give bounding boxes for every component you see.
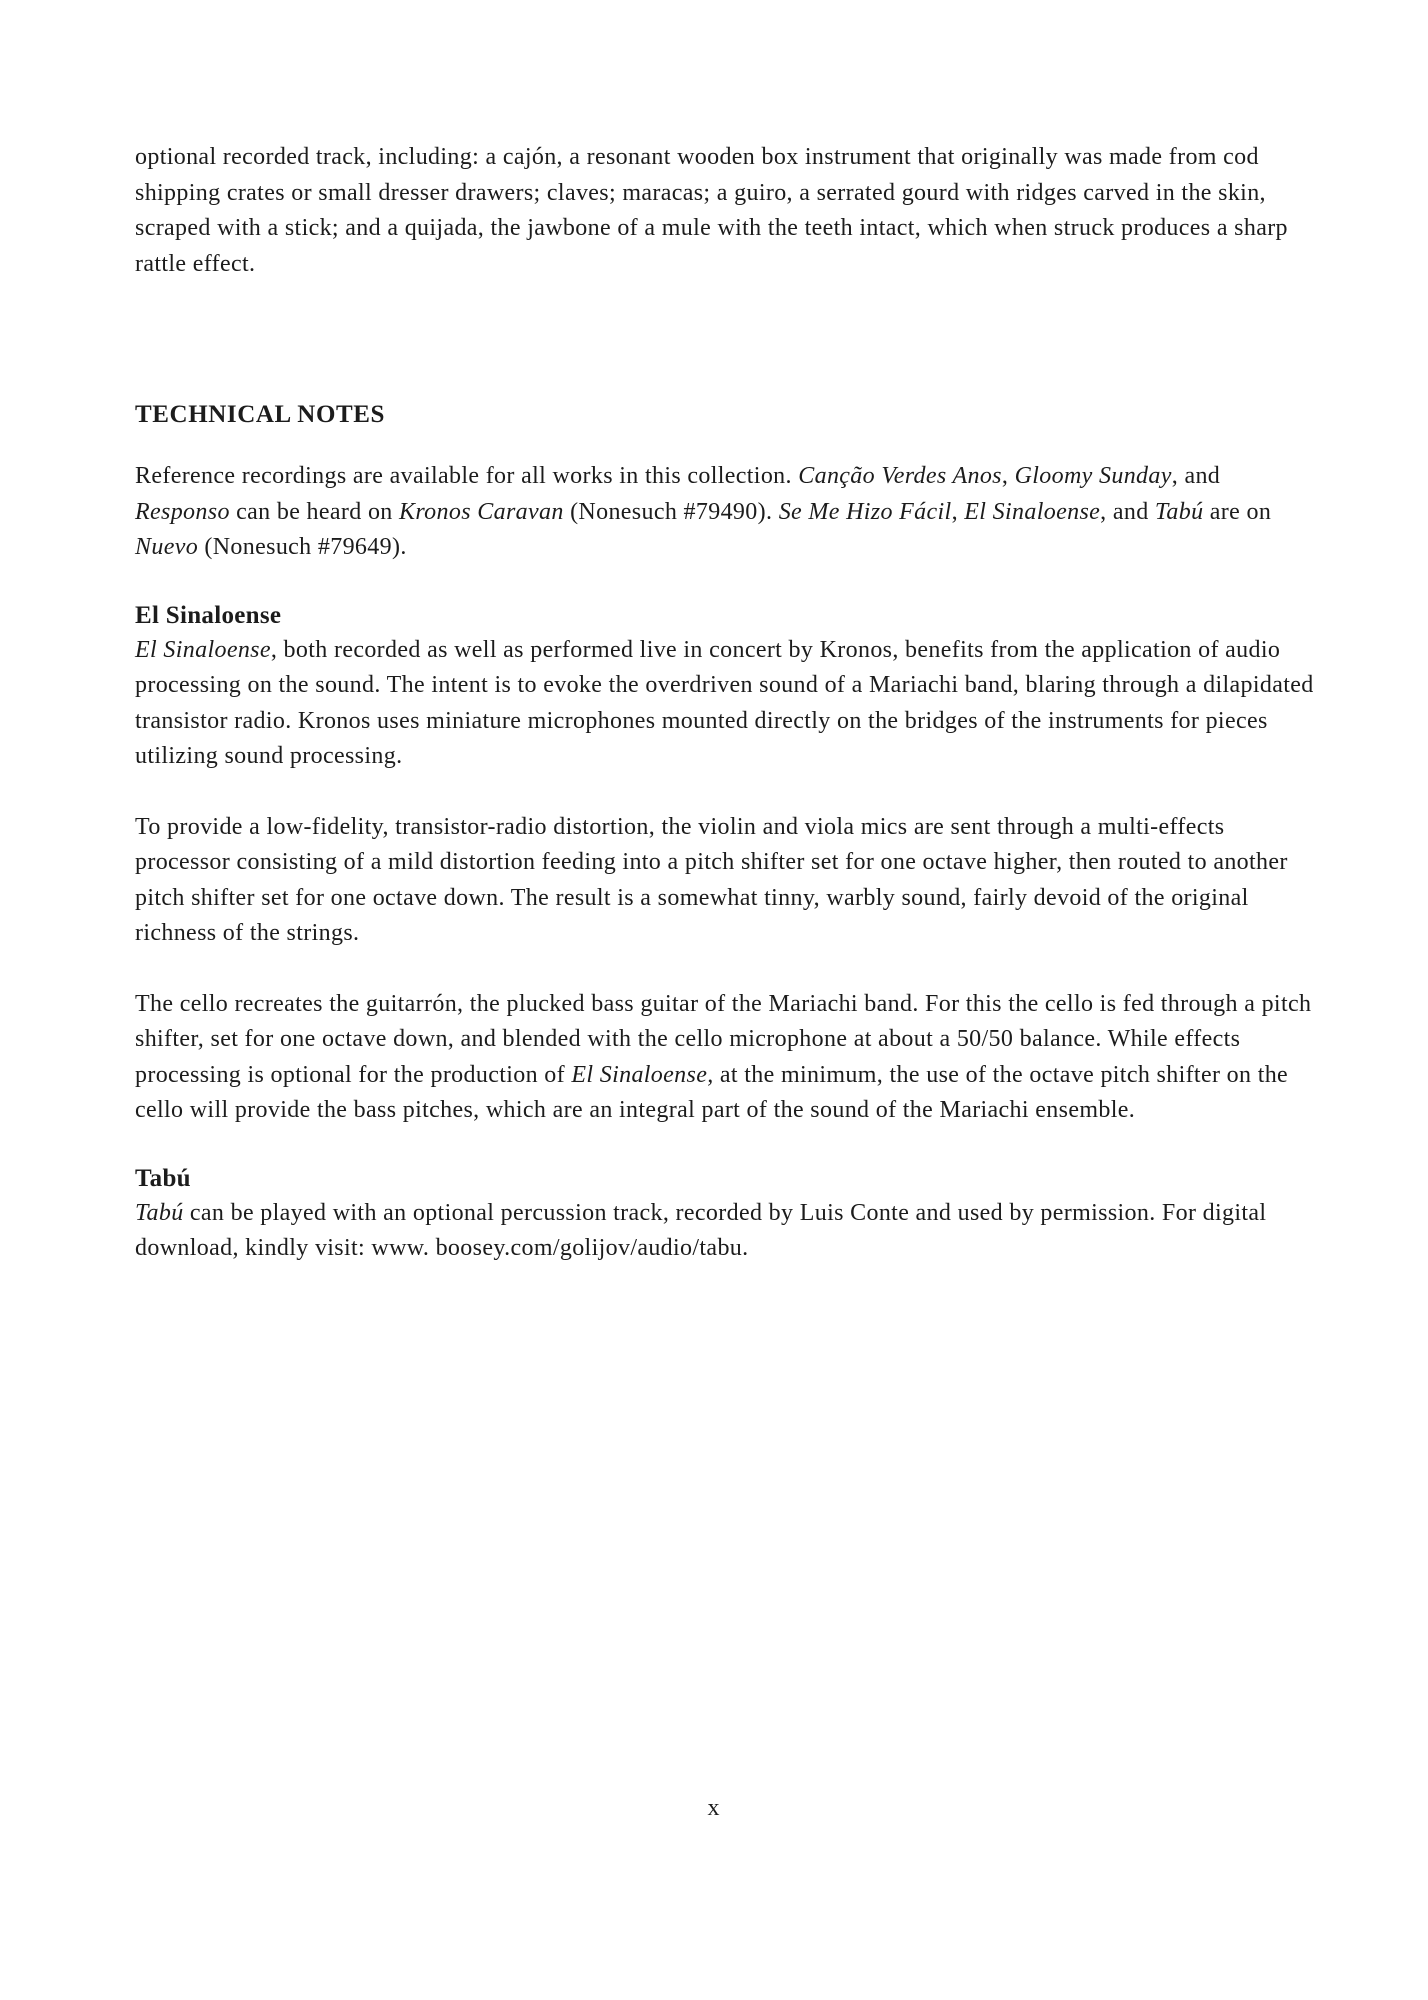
page-number: x	[707, 1795, 721, 1821]
text-run: Reference recordings are available for all works in this collection.	[135, 463, 799, 489]
work-title: Se Me Hizo Fácil	[778, 498, 952, 525]
el-sinaloense-paragraph-2: To provide a low-fidelity, transistor-radio distortion, the violin and viola mics are sent through a multi-effects processor consisting of a mild distortion feeding into a pitch shifter set for one octave higher, then routed to another pitch shifter set for one octave down. The result is a somewhat tinny, warbly sound, fairly devoid of the original richness of the strings.	[135, 813, 1288, 946]
text-run: (Nonesuch #79649).	[198, 534, 407, 560]
work-title: Canção Verdes Anos	[798, 463, 1002, 489]
el-sinaloense-paragraph-3	[135, 987, 1315, 1129]
text-run: can be heard on	[229, 498, 400, 525]
work-title: El Sinaloense	[135, 636, 271, 663]
text-run: at the minimum, the use of the octave pitch shifter on the cello will provide the bass pitches, which are an integral part of the sound of the Mariachi ensemble.	[135, 1061, 1289, 1123]
work-title: Tabú	[135, 1199, 184, 1226]
text-run: (Nonesuch #79490).	[563, 498, 779, 525]
work-title: El Sinaloense,	[571, 1061, 714, 1088]
tabu-heading: Tabú	[135, 1164, 191, 1192]
text-run: can be played with an optional percussion track, recorded by Luis Conte and used by permission. For digital download, kindly visit: www. boosey.com/golijov/audio/tabu.	[135, 1199, 1267, 1261]
text-run: ,	[1001, 463, 1015, 489]
work-title: Gloomy Sunday	[1014, 463, 1172, 489]
album-title: Kronos Caravan	[399, 498, 564, 525]
document-page	[135, 140, 1315, 1267]
work-title: Tabú	[1154, 498, 1204, 525]
work-title: Responso	[135, 498, 230, 525]
text-run: , both recorded as well as performed live in concert by Kronos, benefits from the application of audio processing on the sound. The intent is to evoke the overdriven sound of a Mariachi band, blaring through a dilapidated transistor radio. Kronos uses miniature microphones mounted directly on the bridges of the instruments for pieces utilizing sound processing.	[135, 636, 1314, 769]
work-title: El Sinaloense	[964, 498, 1101, 525]
el-sinaloense-paragraph-1	[135, 633, 1315, 775]
text-run: ,	[951, 498, 965, 525]
text-run: , and	[1171, 463, 1221, 489]
intro-paragraph: optional recorded track, including: a cajón, a resonant wooden box instrument that originally was made from cod shipping crates or small dresser drawers; claves; maracas; a guiro, a serrated gourd with ridges carved in the skin, scraped with a stick; and a quijada, the jawbone of a mule with the teeth intact, which when struck produces a sharp rattle effect.	[135, 144, 1288, 277]
technical-notes-heading: TECHNICAL NOTES	[135, 401, 386, 428]
text-run: The cello recreates the guitarrón, the plucked bass guitar of the Mariachi band. For this the cello is fed through a pitch shifter, set for one octave down, and blended with the cello microphone at about a 50/50 balance. While effects processing is optional for the production of	[135, 990, 1312, 1088]
text-run: , and	[1100, 498, 1155, 525]
album-title: Nuevo	[135, 534, 199, 560]
el-sinaloense-heading: El Sinaloense	[135, 601, 282, 629]
reference-recordings-paragraph	[135, 459, 1315, 566]
text-run: are on	[1203, 498, 1272, 525]
tabu-paragraph	[135, 1196, 1315, 1267]
